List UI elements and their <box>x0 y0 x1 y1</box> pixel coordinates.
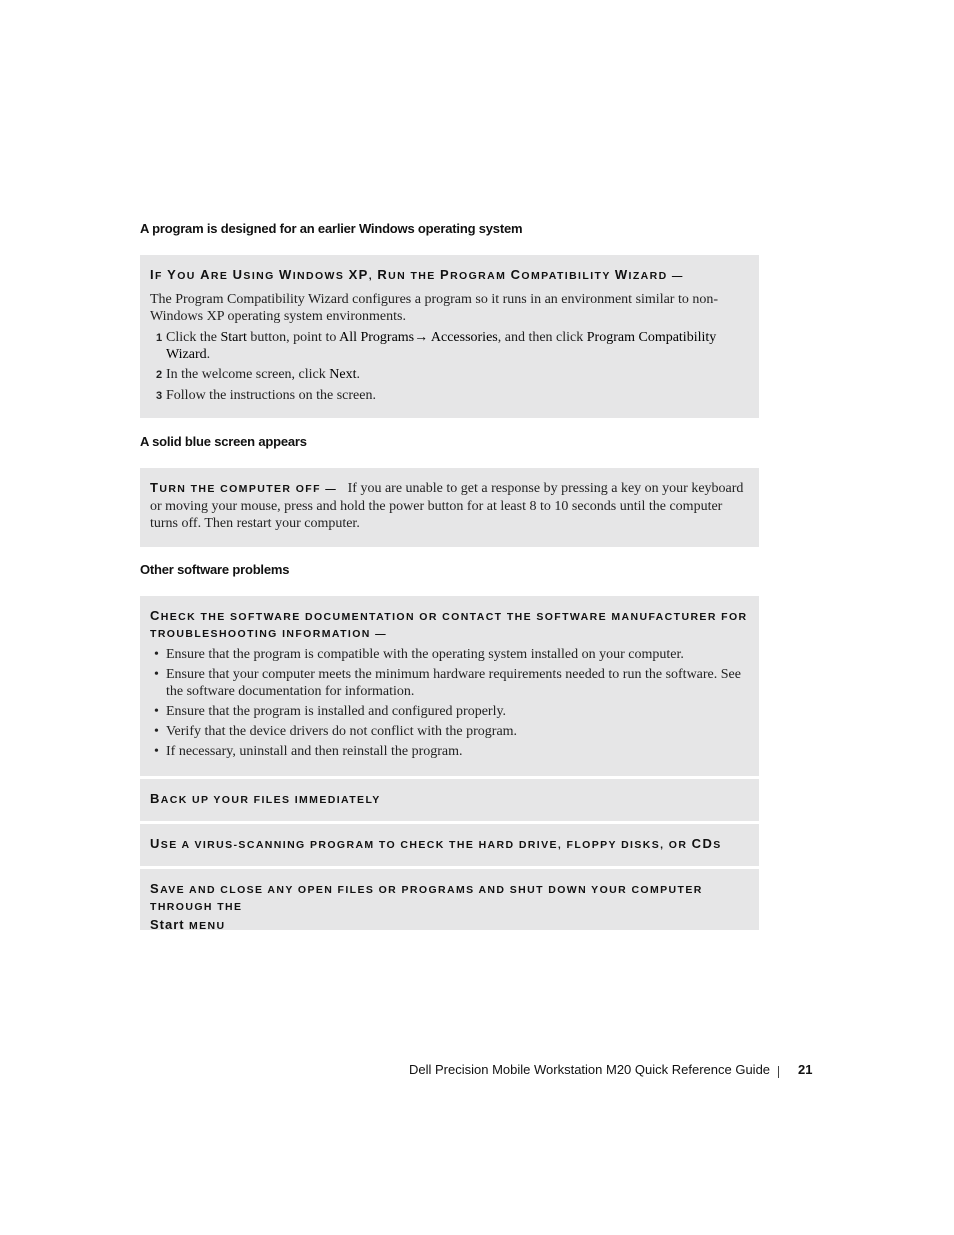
step-3 <box>150 387 749 404</box>
start-label: Start <box>220 330 247 345</box>
save-and-close-title <box>150 880 749 935</box>
step-text: In the welcome screen, click <box>166 367 330 382</box>
save-and-close-box <box>140 869 759 930</box>
list-item <box>150 723 749 740</box>
virus-scanning-box <box>140 824 759 866</box>
step-2 <box>150 366 749 383</box>
guide-title: Dell Precision Mobile Workstation M20 Quick Reference Guide <box>409 1062 771 1077</box>
list-item <box>150 743 749 760</box>
accessories-label: Accessories <box>428 330 498 345</box>
software-documentation-title: CHECK THE SOFTWARE DOCUMENTATION OR CONTACT THE SOFTWARE MANUFACTURER FOR TROUBLESHOOTING INFORMATION — <box>150 608 748 640</box>
next-label: Next <box>329 367 357 382</box>
step-number: 2 <box>156 369 163 381</box>
list-item-text: If necessary, uninstall and then reinstall the program. <box>166 744 463 759</box>
page-number: 21 <box>798 1062 813 1077</box>
list-item-text: Ensure that the program is compatible with the operating system installed on your computer. <box>166 647 684 662</box>
turn-off-text: If you are unable to get a response by pressing a key on your keyboard or moving your mouse, press and hold the power button for at least 8 to 10 seconds until the computer turns off. Then restart your computer. <box>150 481 744 531</box>
step-number: 1 <box>156 332 163 344</box>
bullet-icon: • <box>154 667 159 682</box>
step-text: . <box>356 367 360 382</box>
step-text: button, point to <box>246 330 340 345</box>
start-menu-label: Start <box>150 917 185 932</box>
section-heading-blue-screen: A solid blue screen appears <box>140 434 307 449</box>
list-item <box>150 666 749 700</box>
list-item-text: Verify that the device drivers do not conflict with the program. <box>166 724 518 739</box>
step-text: Click the <box>166 330 221 345</box>
step-text: . <box>206 347 211 362</box>
arrow-icon: → <box>414 330 429 345</box>
software-documentation-box <box>140 596 759 776</box>
footer-separator <box>778 1066 779 1078</box>
bullet-list <box>150 646 749 760</box>
page-footer <box>409 1062 813 1077</box>
list-item-text: Ensure that your computer meets the minimum hardware requirements needed to run the software. See the software documentation for information. <box>166 667 741 699</box>
compatibility-wizard-title: IF YOU ARE USING WINDOWS XP, RUN THE PROGRAM COMPATIBILITY WIZARD — <box>150 267 684 282</box>
list-item <box>150 703 749 720</box>
step-text: Follow the instructions on the screen. <box>166 388 376 403</box>
all-programs-label: All Programs <box>339 330 415 345</box>
virus-scanning-title: USE A VIRUS-SCANNING PROGRAM TO CHECK THE HARD DRIVE, FLOPPY DISKS, OR CDS <box>150 836 722 851</box>
compatibility-wizard-intro: The Program Compatibility Wizard configures a program so it runs in an environment similar to non-Windows XP operating system environments. <box>150 292 719 324</box>
turn-off-content <box>150 479 749 532</box>
step-text: , and then click <box>497 330 587 345</box>
compatibility-wizard-box <box>140 255 759 418</box>
back-up-files-box <box>140 779 759 821</box>
bullet-icon: • <box>154 724 159 739</box>
turn-off-title: TURN THE COMPUTER OFF — <box>150 480 338 495</box>
section-heading-other-software: Other software problems <box>140 562 290 577</box>
list-item <box>150 646 749 663</box>
section-heading-earlier-windows: A program is designed for an earlier Windows operating system <box>140 221 523 236</box>
program-compatibility-wizard-label: Program Compatibility Wizard <box>166 330 717 362</box>
turn-off-box <box>140 468 759 547</box>
back-up-files-title: BACK UP YOUR FILES IMMEDIATELY <box>150 791 381 806</box>
bullet-icon: • <box>154 744 159 759</box>
menu-label: MENU <box>184 920 226 932</box>
bullet-icon: • <box>154 647 159 662</box>
list-item-text: Ensure that the program is installed and configured properly. <box>166 704 507 719</box>
step-number: 3 <box>156 390 163 402</box>
save-and-close-title-text: SAVE AND CLOSE ANY OPEN FILES OR PROGRAMS AND SHUT DOWN YOUR COMPUTER THROUGH THE <box>150 881 703 913</box>
bullet-icon: • <box>154 704 159 719</box>
step-1 <box>150 329 749 363</box>
